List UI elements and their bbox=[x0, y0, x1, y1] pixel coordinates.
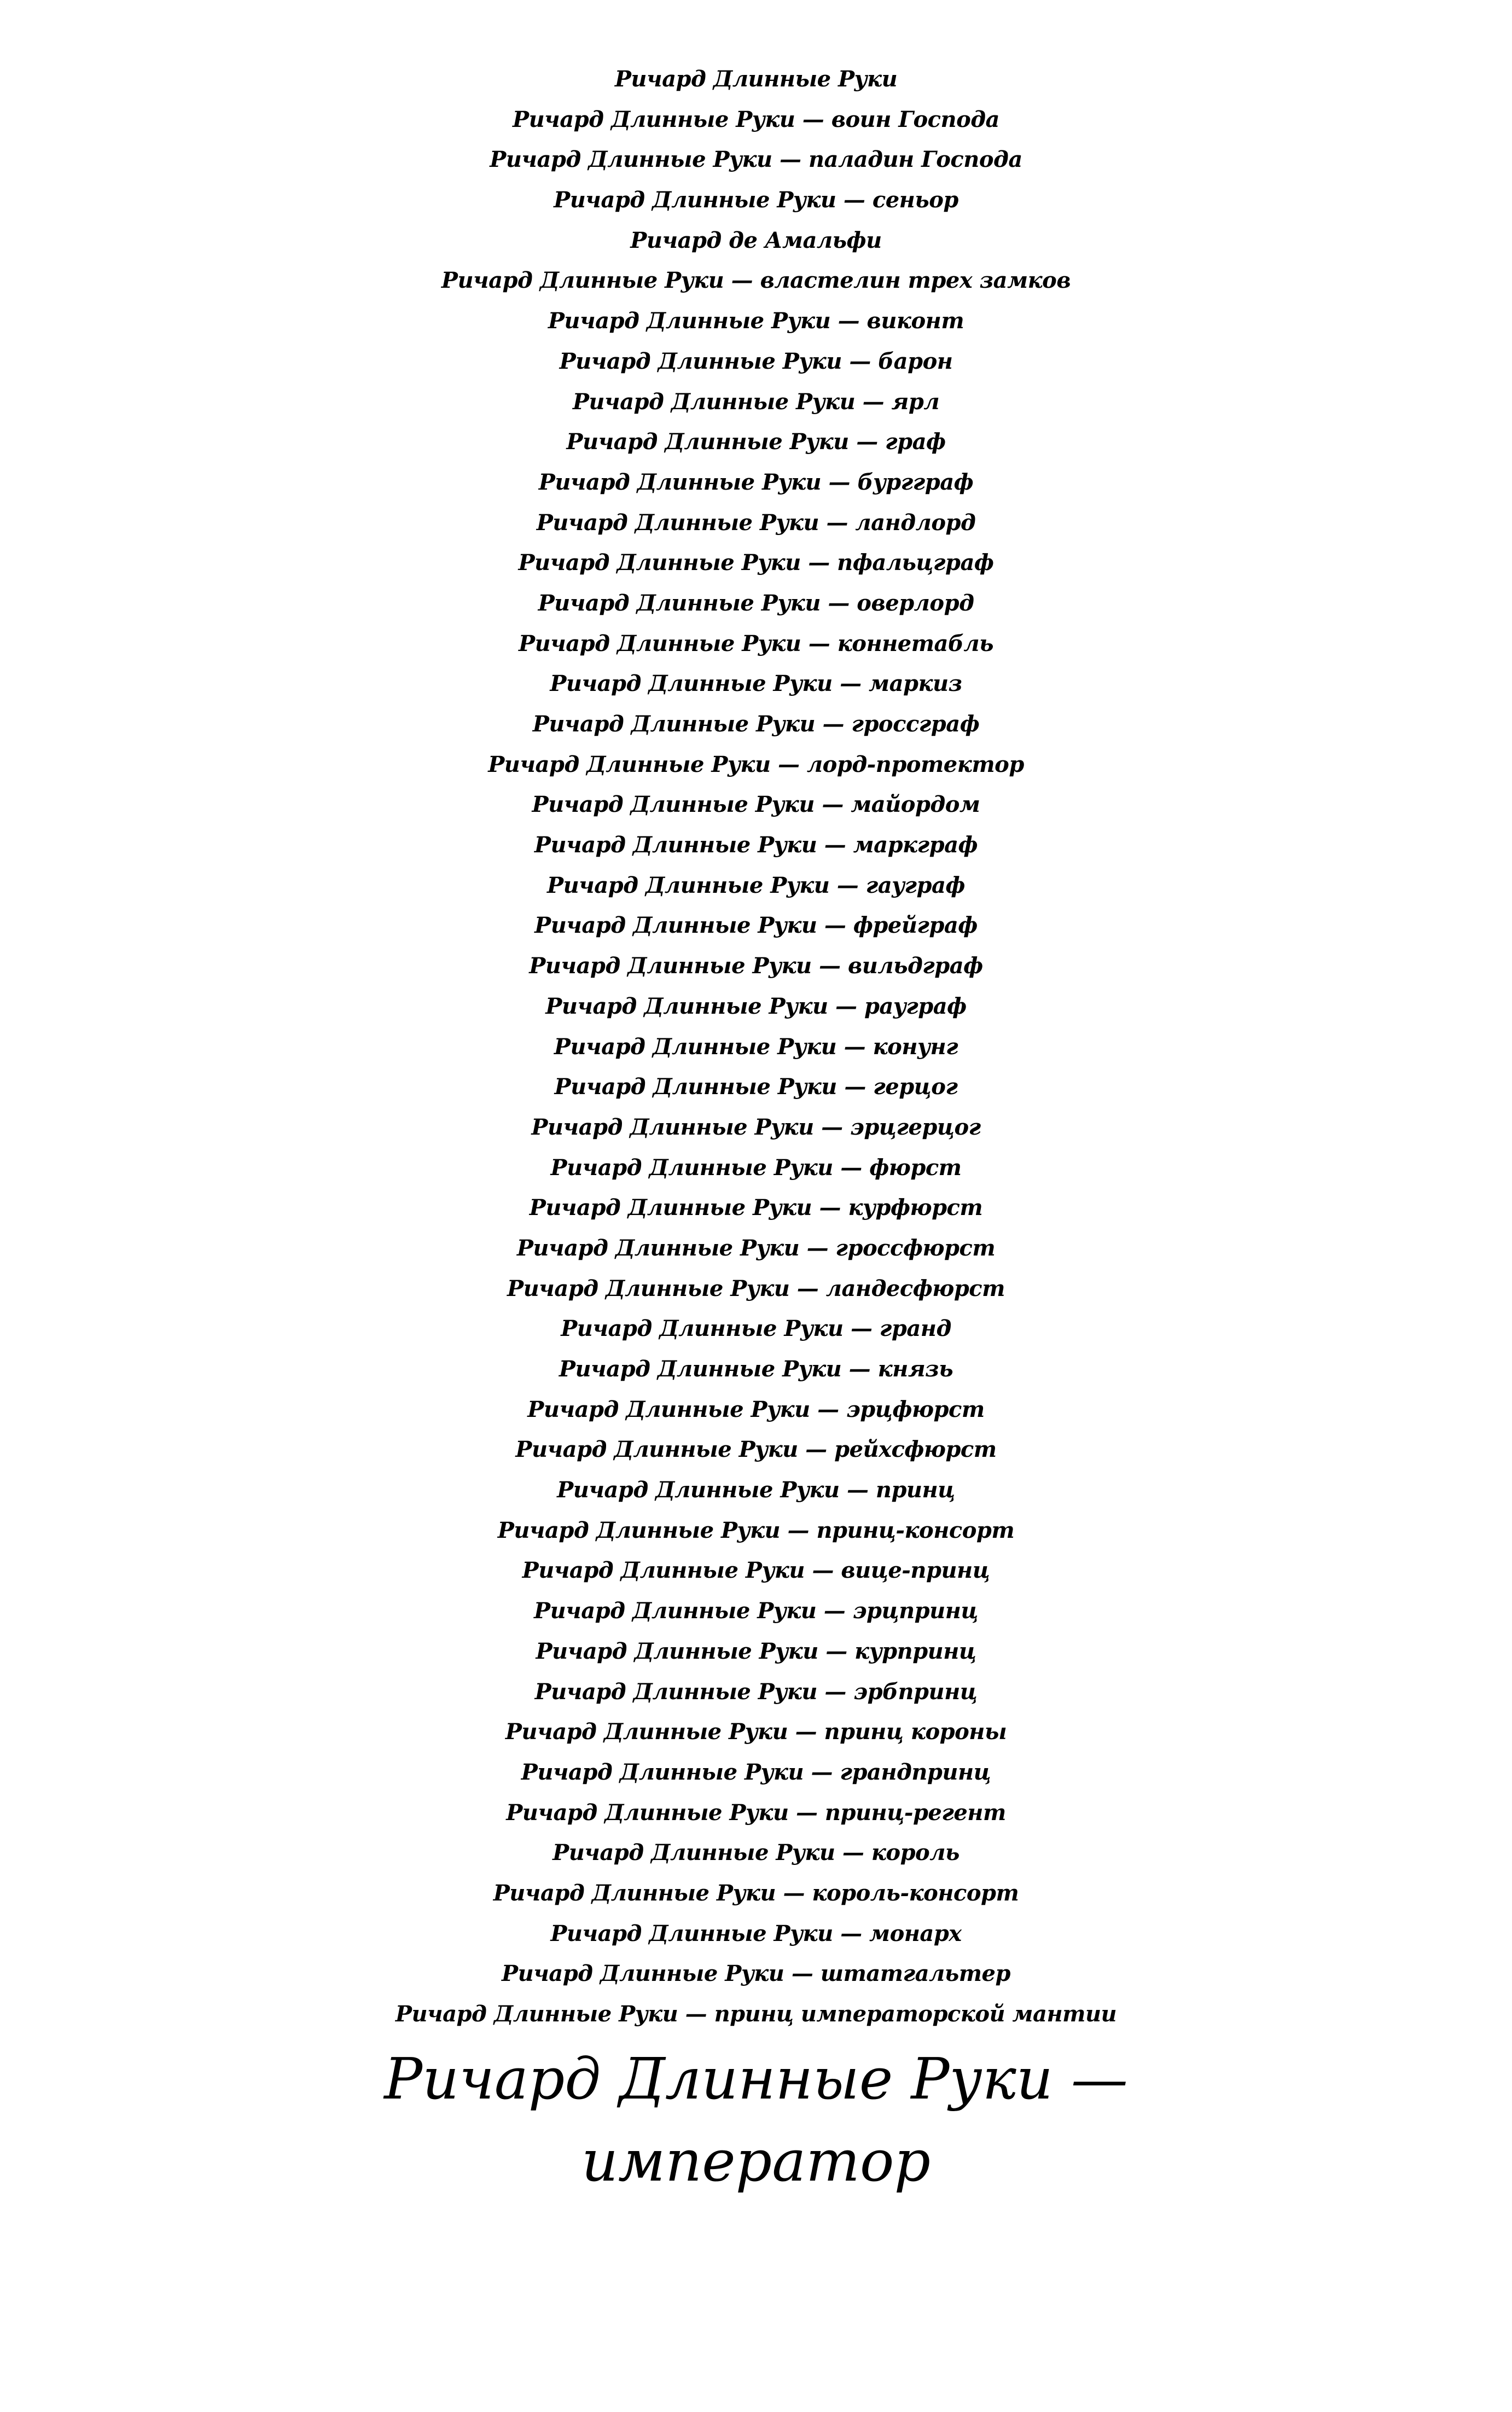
series-title-item: Ричард Длинные Руки — ландлорд bbox=[536, 509, 976, 536]
series-title-item: Ричард Длинные Руки — властелин трех замков bbox=[441, 268, 1071, 294]
series-title-item: Ричард Длинные Руки — майордом bbox=[532, 792, 980, 818]
series-title-item: Ричард Длинные Руки — принц императорской мантии bbox=[395, 2001, 1117, 2027]
series-title-item: Ричард Длинные Руки — вице-принц bbox=[522, 1557, 990, 1584]
series-title-item: Ричард Длинные Руки — ярл bbox=[572, 388, 940, 415]
series-title-item: Ричард Длинные Руки — грандпринц bbox=[521, 1759, 991, 1785]
series-title-item: Ричард Длинные Руки — паладин Господа bbox=[490, 147, 1022, 173]
series-title-item: Ричард Длинные Руки — фрейграф bbox=[534, 913, 978, 939]
final-title-line-2: император bbox=[581, 2128, 931, 2194]
final-title-line-1: Ричард Длинные Руки — bbox=[384, 2045, 1128, 2112]
series-title-item: Ричард Длинные Руки — принц bbox=[557, 1477, 955, 1503]
series-title-item: Ричард де Амальфи bbox=[630, 227, 882, 253]
series-title-item: Ричард Длинные Руки bbox=[614, 66, 898, 92]
series-title-item: Ричард Длинные Руки — маркиз bbox=[550, 671, 962, 697]
series-title-item: Ричард Длинные Руки — вильдграф bbox=[529, 953, 983, 979]
series-title-item: Ричард Длинные Руки — гроссфюрст bbox=[516, 1235, 996, 1261]
series-title-item: Ричард Длинные Руки — барон bbox=[559, 348, 953, 374]
series-title-item: Ричард Длинные Руки — гранд bbox=[561, 1316, 951, 1342]
series-title-item: Ричард Длинные Руки — коннетабль bbox=[518, 630, 994, 656]
series-title-item: Ричард Длинные Руки — фюрст bbox=[550, 1154, 962, 1181]
series-titles-list bbox=[0, 59, 1512, 2035]
series-title-item: Ричард Длинные Руки — эрцгерцог bbox=[531, 1114, 981, 1140]
series-title-item: Ричард Длинные Руки — эрцфюрст bbox=[527, 1396, 985, 1422]
series-title-item: Ричард Длинные Руки — бургграф bbox=[538, 469, 974, 495]
series-title-item: Ричард Длинные Руки — ландесфюрст bbox=[507, 1275, 1005, 1301]
series-title-item: Ричард Длинные Руки — герцог bbox=[554, 1074, 958, 1100]
series-title-item: Ричард Длинные Руки — курфюрст bbox=[529, 1195, 983, 1221]
series-title-item: Ричард Длинные Руки — оверлорд bbox=[538, 590, 974, 616]
series-title-item: Ричард Длинные Руки — виконт bbox=[548, 308, 964, 334]
series-title-item: Ричард Длинные Руки — принц-регент bbox=[506, 1799, 1006, 1826]
series-title-item: Ричард Длинные Руки — сеньор bbox=[554, 187, 958, 213]
series-title-item: Ричард Длинные Руки — рауграф bbox=[545, 993, 967, 1019]
series-title-item: Ричард Длинные Руки — маркграф bbox=[534, 832, 978, 858]
series-title-item: Ричард Длинные Руки — король-консорт bbox=[493, 1880, 1019, 1906]
series-title-item: Ричард Длинные Руки — воин Господа bbox=[513, 106, 999, 132]
series-title-item: Ричард Длинные Руки — эрбпринц bbox=[534, 1678, 978, 1705]
series-title-item: Ричард Длинные Руки — король bbox=[553, 1840, 959, 1866]
series-title-item: Ричард Длинные Руки — монарх bbox=[550, 1920, 962, 1946]
series-title-item: Ричард Длинные Руки — штатгальтер bbox=[502, 1961, 1010, 1987]
series-title-item: Ричард Длинные Руки — лорд-протектор bbox=[488, 751, 1024, 777]
series-title-item: Ричард Длинные Руки — эрцпринц bbox=[533, 1598, 979, 1624]
final-title bbox=[0, 2038, 1512, 2202]
series-title-item: Ричард Длинные Руки — принц-консорт bbox=[497, 1517, 1015, 1543]
series-title-item: Ричард Длинные Руки — гроссграф bbox=[532, 711, 980, 737]
series-title-item: Ричард Длинные Руки — князь bbox=[559, 1356, 953, 1382]
series-title-item: Ричард Длинные Руки — пфальцграф bbox=[518, 550, 994, 576]
series-title-item: Ричард Длинные Руки — граф bbox=[566, 429, 946, 455]
series-title-item: Ричард Длинные Руки — рейхсфюрст bbox=[515, 1437, 997, 1463]
series-title-item: Ричард Длинные Руки — курпринц bbox=[536, 1638, 976, 1664]
series-title-item: Ричард Длинные Руки — гауграф bbox=[546, 872, 965, 898]
series-title-item: Ричард Длинные Руки — конунг bbox=[554, 1033, 958, 1060]
series-title-item: Ричард Длинные Руки — принц короны bbox=[505, 1719, 1007, 1745]
